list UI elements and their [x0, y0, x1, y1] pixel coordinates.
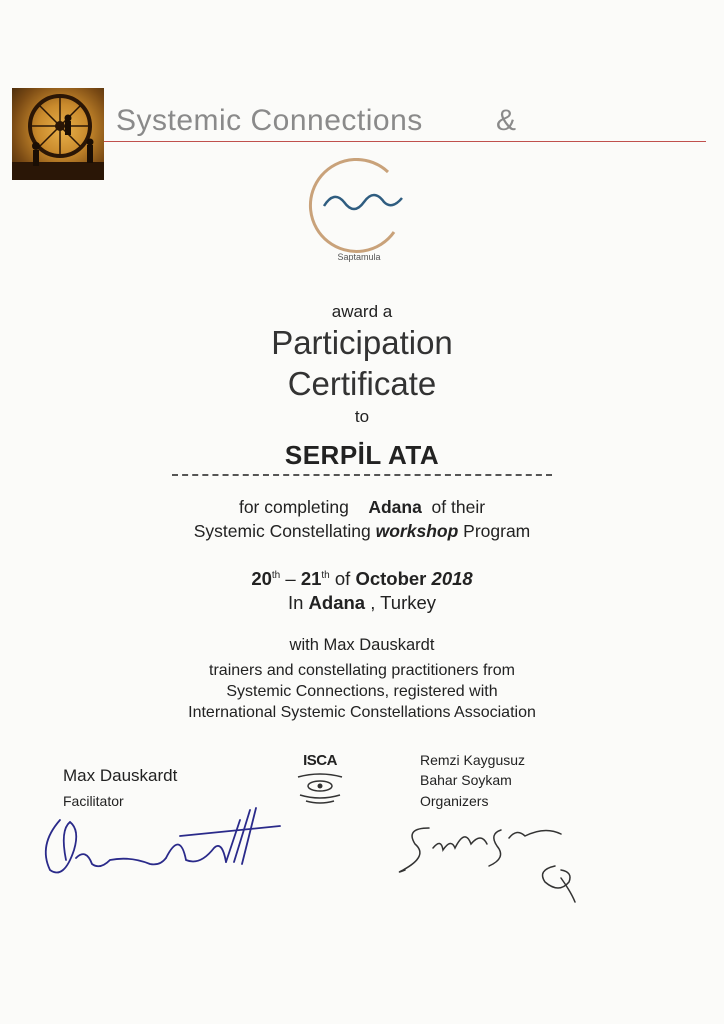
facilitator-role: Facilitator: [63, 793, 124, 809]
facilitator-signature-icon: [30, 800, 300, 890]
certificate-title-line1: Participation: [271, 324, 453, 361]
recipient-name: SERPİL ATA: [284, 440, 440, 470]
trainers-line-1: trainers and constellating practitioners from: [209, 662, 515, 679]
trainers-line-2: Systemic Connections, registered with: [226, 683, 498, 700]
program-line: [0, 521, 724, 542]
date-month: October: [355, 568, 427, 589]
certificate-title-line2: Certificate: [287, 365, 437, 402]
date-year: 2018: [431, 568, 473, 589]
logo-caption: Saptamula: [337, 252, 381, 262]
date-of: of: [334, 568, 351, 589]
date-line: [0, 568, 724, 590]
trainers-line-3: International Systemic Constellations Association: [188, 704, 536, 721]
location-post: , Turkey: [370, 592, 437, 613]
program-emph: workshop: [375, 521, 459, 541]
location-pre: In: [287, 592, 304, 613]
wheel-silhouette-photo: [12, 88, 104, 180]
completion-post: of their: [431, 497, 486, 517]
organizers-role: Organizers: [420, 793, 489, 809]
facilitator-name: Max Dauskardt: [63, 766, 178, 785]
date-sup1: th: [271, 569, 281, 581]
with-line: with Max Dauskardt: [289, 636, 435, 654]
organizer-2: Bahar Soykam: [420, 772, 512, 788]
organizer-1: Remzi Kaygusuz: [420, 752, 526, 768]
location-city: Adana: [308, 592, 366, 613]
isca-logo-icon: [292, 752, 348, 808]
header-title: Systemic Connections: [116, 104, 423, 137]
date-sep: –: [285, 568, 296, 589]
award-text: award a: [331, 302, 393, 321]
program-pre: Systemic Constellating: [193, 521, 371, 541]
header-ampersand: &: [496, 104, 517, 137]
organizer-signature-icon: [385, 808, 595, 908]
program-post: Program: [463, 521, 531, 541]
completion-line: [0, 497, 724, 518]
header-divider: [104, 141, 706, 142]
to-text: to: [354, 407, 370, 426]
completion-place: Adana: [368, 497, 422, 517]
date-sup2: th: [321, 569, 330, 581]
isca-label: ISCA: [303, 752, 337, 769]
name-underline: [172, 474, 552, 476]
date-day2: 21: [300, 568, 322, 589]
location-line: [0, 592, 724, 614]
date-day1: 20: [251, 568, 272, 589]
completion-pre: for completing: [238, 497, 349, 517]
saptamula-logo-icon: [306, 158, 412, 258]
